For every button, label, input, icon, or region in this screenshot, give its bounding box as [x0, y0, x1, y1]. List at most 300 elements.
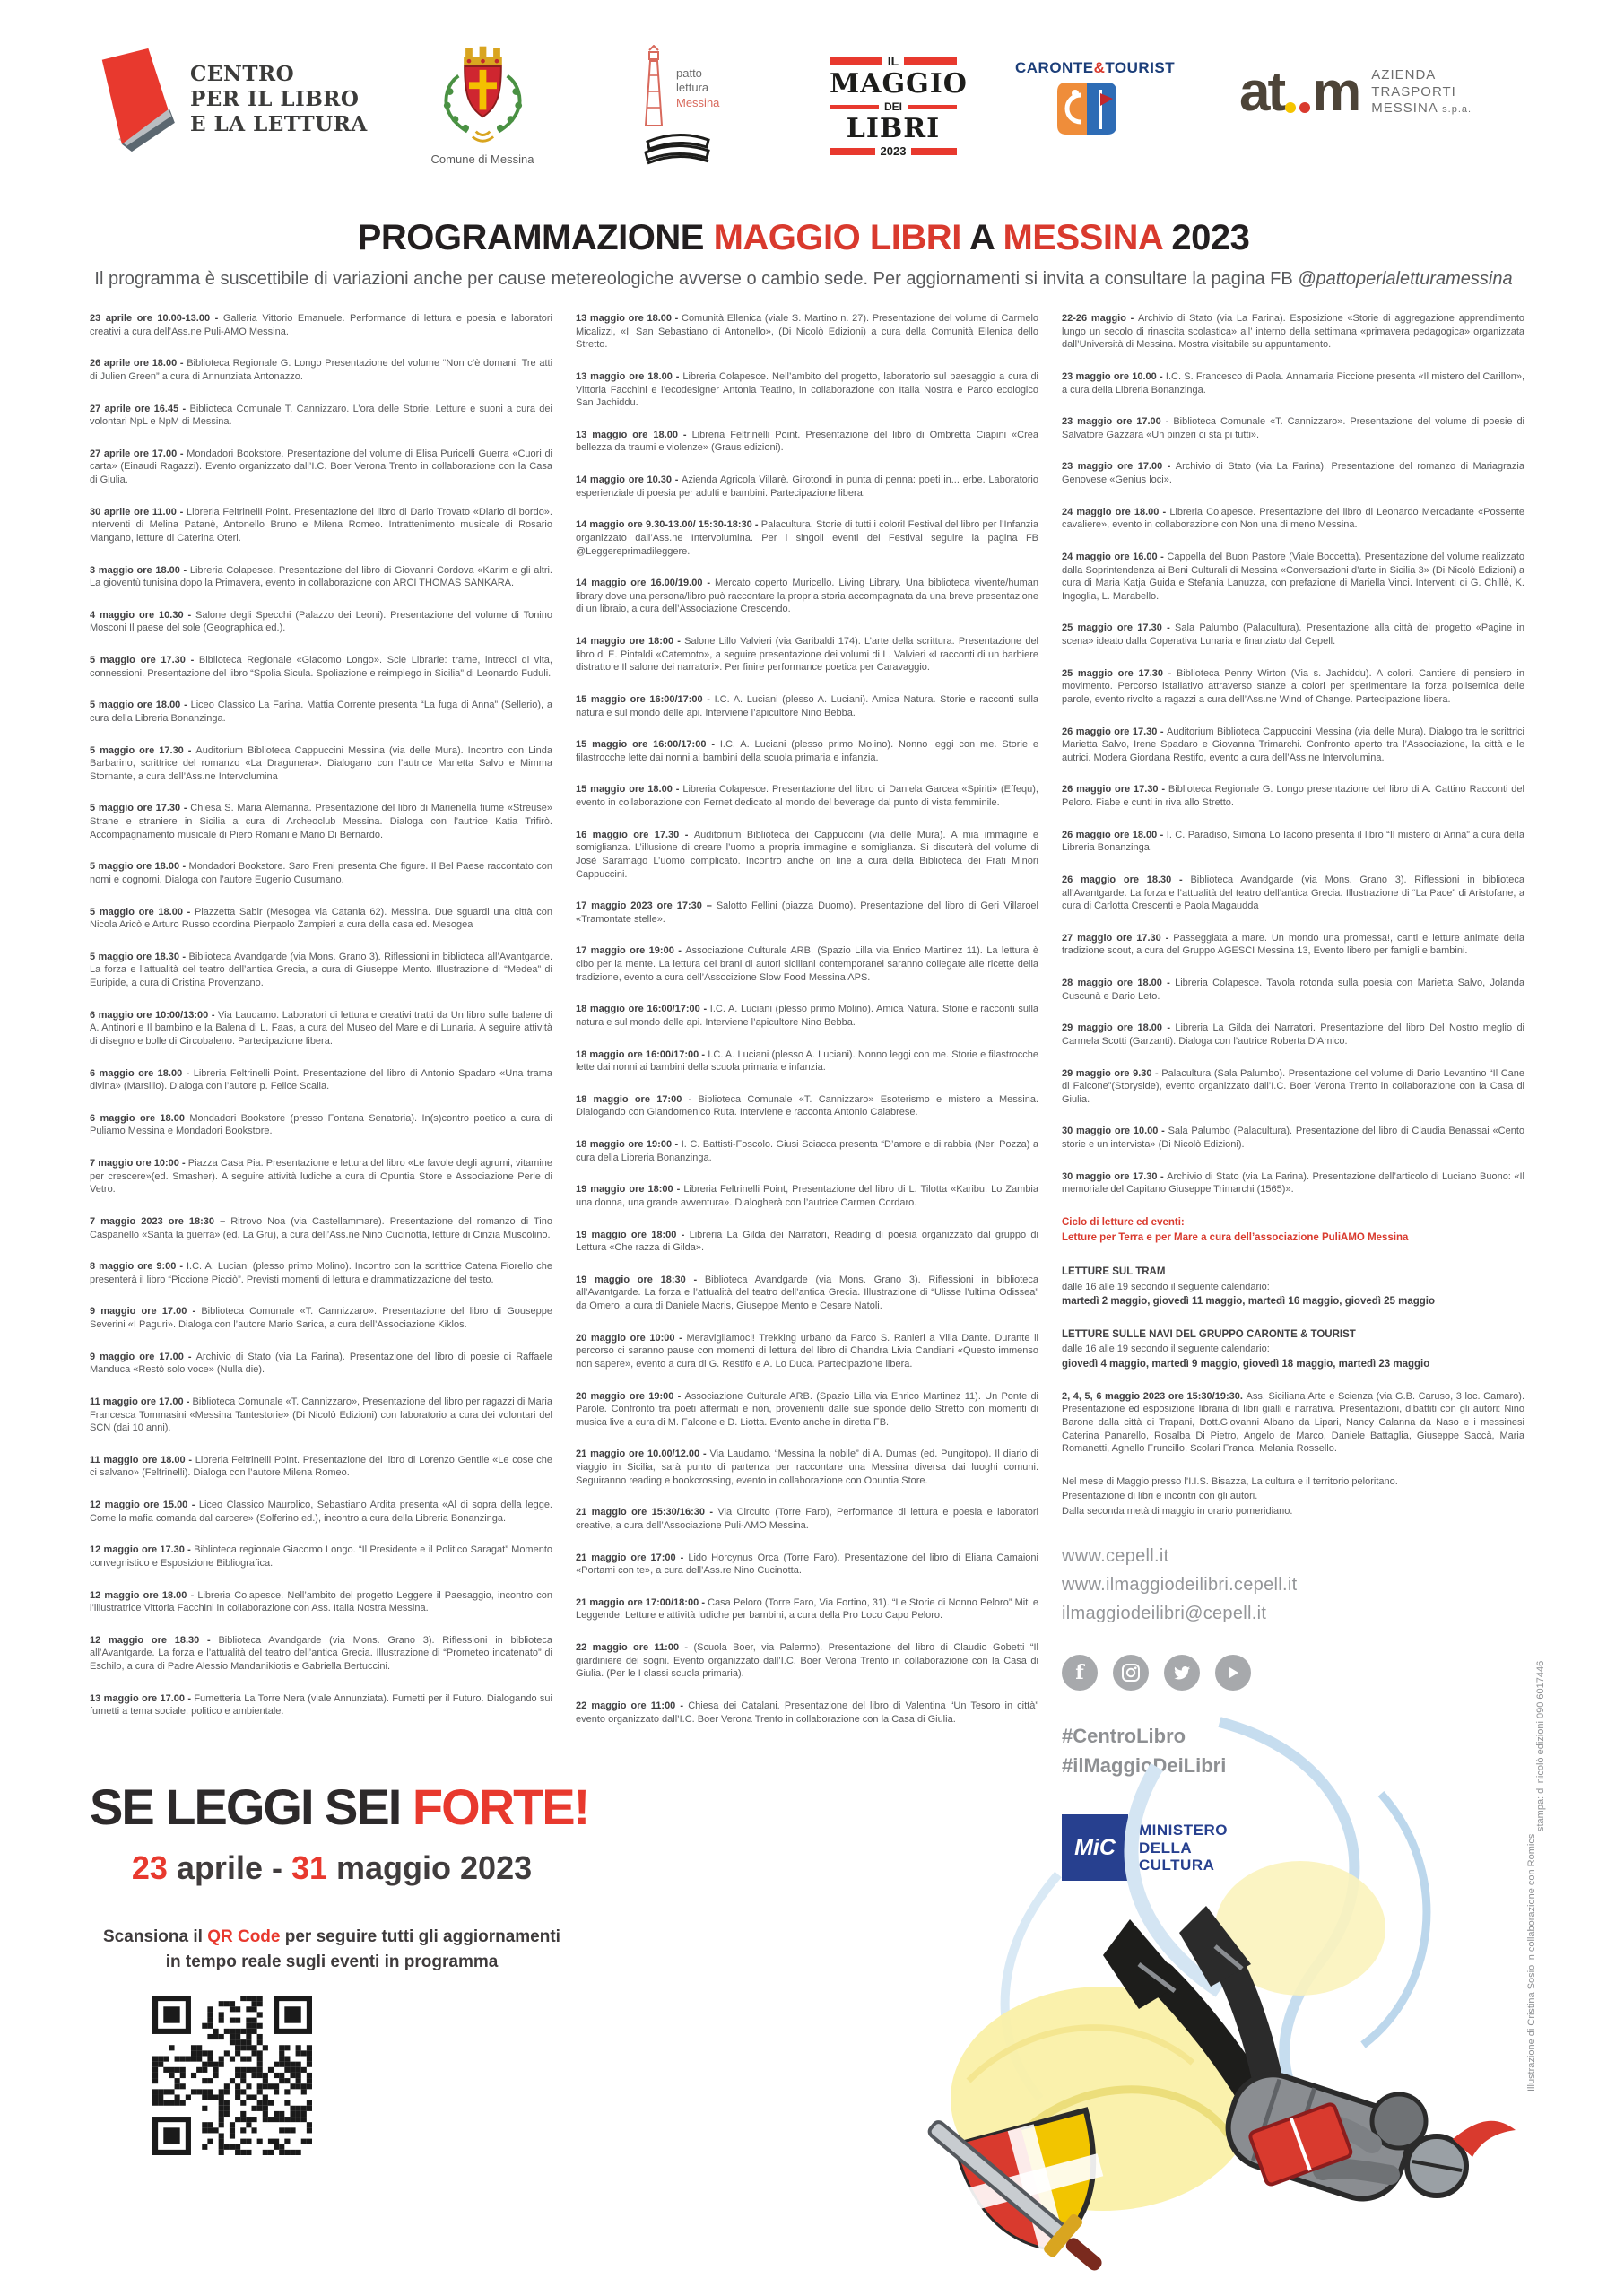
event-item	[576, 829, 1038, 882]
event-description: Libreria Colapesce. Presentazione del libro di Giovanni Cordova «Karim e gli altri. La gioventù tunisina dopo la Primavera, evento in collaborazione con ARCI THOMAS SANKARA.	[90, 564, 552, 589]
event-item	[1062, 726, 1524, 765]
centro-line: E LA LETTURA	[190, 112, 368, 137]
event-datetime: 5 maggio ore 18.30 -	[90, 951, 189, 962]
event-item	[90, 312, 552, 338]
event-datetime: 28 maggio ore 18.00 -	[1062, 978, 1176, 988]
event-description: Ritrovo Noa (via Castellammare). Presentazione del romanzo di Tino Caspanello «Santa la guerra» (ed. La Gru), a cura dell’Ass.ne Nino Cucinotta, letture di Cinzia Muscolino.	[90, 1215, 552, 1240]
event-item	[90, 564, 552, 590]
event-description: Mercato coperto Muricello. Living Library. Una biblioteca vivente/human library dove una persona/libro può raccontare la propria storia accompagnata da una breve presentazione di un libraio, a cura dell’Associazione Crescendo.	[576, 578, 1038, 615]
event-description: Via Circuito (Torre Faro), Performance di lettura e poesia e laboratori creative, a cura dell’Associazione Puli-AMO Messina.	[576, 1507, 1038, 1531]
event-datetime: 29 maggio ore 18.00 -	[1062, 1022, 1176, 1034]
logo-atm	[1239, 61, 1472, 123]
event-item	[576, 1003, 1038, 1029]
event-datetime: 12 maggio ore 15.00 -	[90, 1500, 199, 1510]
event-datetime: 20 maggio ore 10:00 -	[576, 1332, 687, 1344]
event-item	[1062, 415, 1524, 441]
event-item	[1062, 370, 1524, 396]
event-datetime: 5 maggio ore 17.30 -	[90, 803, 191, 814]
mic-caption: MINISTERO DELLA CULTURA	[1139, 1822, 1228, 1874]
lighthouse-icon	[638, 45, 669, 131]
title-part: PROGRAMMAZIONE	[357, 218, 714, 257]
event-item	[1062, 932, 1524, 958]
event-description: I.C. S. Francesco di Paola. Annamaria Piccione presenta «Il mistero del Carillon», a cura della Libreria Bonanzinga.	[1062, 370, 1524, 396]
event-item	[90, 802, 552, 841]
event-description: Archivio di Stato (via La Farina). Presentazione del romanzo di Mariagrazia Genovese «Genius loci».	[1062, 461, 1524, 485]
event-description: Via Laudamo. Laboratori di lettura e creativi tratti da Un libro sulle balene di A. Antinori e Il bambino e la Balena di L. Faas, a cura del Museo del Mare e di Lunaria. A seguire attività di disegno e bolle di Circobaleno. Partecipazione libera.	[90, 1009, 552, 1047]
event-datetime: 23 maggio ore 17.00 -	[1062, 416, 1174, 428]
event-datetime: 17 maggio 2023 ore 17:30 –	[576, 900, 717, 912]
event-description: Libreria Feltrinelli Point. Presentazione del libro di Lorenzo Gentile «Le cose che ci salvano» (Feltrinelli). Dialoga con l’autore Milena Romeo.	[90, 1454, 552, 1479]
event-datetime: 13 maggio ore 17.00 -	[90, 1692, 195, 1704]
event-datetime: 25 maggio ore 17.30 -	[1062, 622, 1176, 634]
event-description: I.C. A. Luciani (plesso primo Molino). Nonno leggi con me. Storie e filastrocche lette dai nonni ai bambini della scuola primaria e infanzia.	[576, 739, 1039, 763]
qr-caption: Scansiona il QR Code per seguire tutti gli aggiornamenti in tempo reale sugli eventi in programma	[103, 1927, 560, 1971]
event-description: Sala Palumbo (Palacultura). Presentazione alla città del progetto «Pagine in scena» ideato dalla Coperativa Lunaria e finanziato dal Cepell.	[1062, 622, 1524, 647]
events-column-1	[90, 312, 552, 1881]
letture-tram-section	[1062, 1265, 1524, 1309]
event-item	[576, 944, 1038, 984]
event-description: Chiesa S. Maria Alemanna. Presentazione del libro di Marienella fiume «Streuse» Strane e straniere in Sicilia a cura di Archeoclub Messina. Dialoga con l’autrice Katia Trifirò. Accompagnamento musicale di Piero Romani e Mario Di Bernardo.	[90, 803, 552, 840]
event-description: Biblioteca Comunale «T. Cannizzaro». Presentazione del libro di Gouseppe Severini «I Paguri». Dialoga con l’autore Mario Sarica, a cura dell’Associazione Kiklos.	[90, 1306, 552, 1330]
title-part: 2023	[1161, 218, 1250, 257]
event-item	[90, 699, 552, 725]
event-datetime: 19 maggio ore 18:00 -	[576, 1184, 684, 1196]
event-item	[90, 1009, 552, 1048]
event-datetime: 5 maggio ore 18.00 -	[90, 861, 189, 873]
event-datetime: 23 maggio ore 10.00 -	[1062, 370, 1166, 382]
event-description: Salone Lillo Valvieri (via Garibaldi 174). L’arte della scrittura. Presentazione del libro di E. Pintaldi «Catemoto», a seguire presentazione dei volumi di L. Valvieri «I racconti di un barbiere distratto e Il salone dei narratori». Per finire performance poetica per Caravaggio.	[576, 636, 1038, 674]
event-description: Piazzetta Sabir (Mesogea via Catania 62). Messina. Due sguardi una città con Nicola Aricò e Arturo Russo coordina Pierpaolo Zampieri a cura della casa ed. Mesogea	[90, 906, 552, 931]
event-description: Azienda Agricola Villarè. Girotondi in punta di penna: poeti in... erbe. Laboratorio esperienziale di poesia per adulti e bambini. Partecipazione libera.	[576, 474, 1038, 499]
event-item	[90, 1112, 552, 1138]
event-item	[90, 1067, 552, 1093]
event-description: I.C. A. Luciani (plesso primo Molino). Amica Natura. Storie e racconti sulla natura e sul mondo delle api. Interviene l’apicultore Nino Bebba.	[576, 1004, 1039, 1028]
event-item	[90, 951, 552, 990]
event-description: Chiesa dei Catalani. Presentazione del libro di Valentina “Un Tesoro in città” evento organizzato dall’I.C. Boer Verona Trento in collaborazione con la Casa di Giulia.	[576, 1700, 1039, 1725]
atm-caption: AZIENDA TRASPORTI MESSINA s.p.a.	[1371, 66, 1472, 117]
event-datetime: 26 maggio ore 17.30 -	[1062, 784, 1168, 796]
event-datetime: 14 maggio ore 16.00/19.00 -	[576, 578, 716, 589]
event-item	[1062, 622, 1524, 648]
centro-line: PER IL LIBRO	[190, 86, 360, 111]
patto-line: patto	[676, 66, 702, 80]
event-description: Cappella del Buon Pastore (Viale Boccetta). Presentazione del volume realizzato dalla Soprintendenza ai Beni Culturali di Messina «Conversazioni d’arte in Sicilia 3» (Di Nicolò Edizioni) a cura di Maria Katja Guida e Stefania Lanuzza, con prefazione di Mariella Vinci. Interventi di G. Chillè, K. Ingoglia, L. Marabello.	[1062, 551, 1524, 602]
maggio-dei: DEI	[884, 100, 903, 113]
event-description: Comunità Ellenica (viale S. Martino n. 27). Presentazione del volume di Carmelo Micalizzi, «Il San Sebastiano di Antonello», (Di Nicolò Edizioni) a cura della Comunità Ellenica dello Stretto.	[576, 313, 1039, 351]
event-description: Fumetteria La Torre Nera (viale Annunziata). Fumetti per il Futuro. Dialogando sui fumetti a tema sociale, politico e ambientale.	[90, 1692, 552, 1718]
maggio-il: IL	[887, 54, 899, 68]
program-columns	[90, 312, 1524, 1881]
event-description: Liceo Classico Maurolico, Sebastiano Ardita presenta «Al di sopra della legge. Come la mafia comanda dal carcere» (Solferino ed.), incontro a cura della Libreria Bonanzinga.	[90, 1500, 552, 1524]
letture-navi-title: LETTURE SULLE NAVI DEL GRUPPO CARONTE & TOURIST	[1062, 1329, 1356, 1341]
event-item	[1062, 551, 1524, 604]
event-description: Liceo Classico La Farina. Mattia Corrente presenta “La fuga di Anna” (Sellerio), a cura della Libreria Bonanzinga.	[90, 700, 552, 724]
letture-tram-line: dalle 16 alle 19 secondo il seguente calendario:	[1062, 1281, 1270, 1292]
event-datetime: 18 maggio ore 16:00/17:00 -	[576, 1004, 710, 1015]
event-description: Biblioteca Avandgarde (via Mons. Grano 3). Riflessioni in biblioteca all’Avantgarde. La forza e l’attualità del teatro dell’antica Grecia. Illustrazione di “La Pace” di Aristofane, a cura di Carlotta Crescenti e Paola Magaudda	[1062, 874, 1524, 912]
event-description: I. C. Battisti-Foscolo. Giusi Sciacca presenta “D’amore e di rabbia (Neri Pozza) a cura della Libreria Bonanzinga.	[576, 1139, 1039, 1163]
event-description: Biblioteca Comunale «T. Cannizzaro», Presentazione del libro per ragazzi di Maria Francesca Tommasini «Messina Tantestorie» (Di Nicolò Edizioni) con laboratorio a cura dei volontari del SCN (dai 10 anni).	[90, 1396, 552, 1434]
event-description: Biblioteca Comunale T. Cannizzaro. L’ora delle Storie. Letture e suoni a cura dei volontari NpL e NpM di Messina.	[90, 403, 552, 428]
event-datetime: 15 maggio ore 18.00 -	[576, 784, 683, 796]
event-datetime: 5 maggio ore 17.30 -	[90, 744, 196, 756]
event-item	[90, 448, 552, 487]
event-datetime: 9 maggio ore 17.00 -	[90, 1351, 196, 1362]
event-description: Biblioteca Avandgarde (via Mons. Grano 3). Riflessioni in biblioteca all’Avantgarde. La forza e l’attualità del teatro dell’antica Grecia. Illustrazione di “Ulisse l’ultima Odissea” da Omero, a cura di Daniele Macris, Giuseppe Mento e Cesare Natoli.	[576, 1274, 1038, 1311]
event-datetime: 16 maggio ore 17.30 -	[576, 829, 694, 840]
print-credit: stampa: di nicolò edizioni 090 6017446	[1535, 1660, 1546, 1831]
red-bar	[830, 148, 875, 155]
event-datetime: 17 maggio ore 19:00 -	[576, 945, 686, 957]
event-datetime: 19 maggio ore 18:30 -	[576, 1274, 705, 1285]
letture-navi-line: dalle 16 alle 19 secondo il seguente calendario:	[1062, 1344, 1270, 1355]
event-item	[576, 429, 1038, 455]
event-item	[1062, 506, 1524, 532]
patto-lettura-wordmark	[676, 66, 719, 110]
event-item	[90, 1396, 552, 1435]
event-item	[90, 1454, 552, 1480]
event-description: Biblioteca Regionale G. Longo Presentazione del volume “Non c’è domani. Tre atti di Julien Green” a cura di Annunziata Antonazzo.	[90, 358, 553, 382]
event-datetime: 14 maggio ore 10.30 -	[576, 474, 682, 485]
event-datetime: 4 maggio ore 10.30 -	[90, 609, 196, 621]
title-part-red: MAGGIO LIBRI	[713, 218, 961, 257]
red-book-icon	[97, 47, 176, 152]
event-item	[1062, 977, 1524, 1003]
bisazza-note	[1062, 1474, 1524, 1519]
event-description: Libreria Colapesce. Presentazione del libro di Leonardo Mercadante «Possente cavaliere», evento in collaborazione con Non una di meno Messina.	[1062, 506, 1525, 531]
event-description: Piazza Casa Pia. Presentazione e lettura del libro «Le favole degli agrumi, vitamine per crescere»(ed. Smasher). A seguire attività ludiche a cura di Opuntia Store e Associazione Perle di Vetro.	[90, 1158, 552, 1196]
event-item	[1062, 1125, 1524, 1151]
event-description: (Scuola Boer, via Palermo). Presentazione del libro di Claudio Gobetti “Il giardiniere dei sogni. Evento organizzato dall’I.C. Boer Verona Trento in collaborazione con la Casa di Giulia. (Per le I classi scuola primaria).	[576, 1642, 1038, 1680]
event-description: Libreria Feltrinelli Point. Presentazione del libro di Dario Trovato «Diario di bordo». Interventi di Melina Patanè, Antonello Bruno e Milena Romeo. Intrattenimento musicale di Rosario Mangano, letture di Caterina Oteri.	[90, 506, 552, 544]
event-datetime: 27 maggio ore 17.30 -	[1062, 932, 1174, 944]
title-part-red: MESSINA	[1003, 218, 1162, 257]
arte-scienza-event	[1062, 1390, 1524, 1456]
libri-wordmark: LIBRI	[846, 112, 941, 144]
event-datetime: 5 maggio ore 18.00 -	[90, 700, 191, 711]
letture-navi-section	[1062, 1327, 1524, 1371]
event-description: Mondadori Bookstore (presso Fontana Senatoria). In(s)contro poetico a cura di Puliamo Messina e Mondadori Bookstore.	[90, 1112, 552, 1137]
event-datetime: 23 aprile ore 10.00-13.00 -	[90, 313, 223, 324]
patto-line: lettura	[676, 81, 709, 95]
event-datetime: 27 aprile ore 16.45 -	[90, 403, 190, 414]
event-datetime: 27 aprile ore 17.00 -	[90, 448, 187, 459]
page-title	[0, 218, 1607, 258]
event-datetime: 26 maggio ore 17.30 -	[1062, 726, 1167, 737]
event-datetime: 7 maggio 2023 ore 18:30 –	[90, 1215, 231, 1227]
event-description: Mondadori Bookstore. Saro Freni presenta Che figure. Il Bel Paese raccontato con nomi e cognomi. Dialoga con l’autore Eugenio Cusumano.	[90, 861, 552, 885]
link-cepell[interactable]: www.cepell.it	[1062, 1546, 1169, 1567]
event-item	[1062, 874, 1524, 913]
event-item	[90, 654, 552, 680]
campaign-headline: SE LEGGI SEI FORTE!	[90, 1779, 589, 1835]
bisazza-line: Nel mese di Maggio presso l’I.I.S. Bisazza, La cultura e il territorio peloritano.	[1062, 1475, 1398, 1487]
event-description: Biblioteca regionale Giacomo Longo. “Il Presidente e il Politico Saragat” Momento convegnistico e Esposizione Bibliografica.	[90, 1544, 553, 1569]
event-description: Biblioteca Comunale «T. Cannizzaro». Presentazione del volume di poesie di Salvatore Gazzara «Un pinzeri ci sta pi tutti».	[1062, 416, 1525, 440]
event-item	[90, 1260, 552, 1286]
event-datetime: 24 maggio ore 18.00 -	[1062, 506, 1170, 517]
event-datetime: 14 maggio ore 18:00 -	[576, 636, 685, 647]
atm-wordmark: at m	[1239, 61, 1359, 123]
event-item	[576, 635, 1038, 674]
qr-code-image	[152, 1996, 312, 2155]
date-range: 23 aprile - 31 maggio 2023	[131, 1849, 533, 1886]
event-description: Mondadori Bookstore. Presentazione del volume di Elisa Puricelli Guerra «Cuori di carta» (Einaudi Ragazzi). Evento organizzato dall’I.C. Boer Verona Trento in collaborazione con la Casa di Giulia.	[90, 448, 553, 485]
event-description: I.C. A. Luciani (plesso primo Molino). Incontro con la scrittrice Catena Fiorello che presenterà il libro “Piccione Picciò”. Previsti momenti di lettura e drammatizzazione del testo.	[90, 1261, 553, 1285]
event-item	[576, 1274, 1038, 1313]
event-item	[1062, 829, 1524, 855]
event-datetime: 6 maggio ore 18.00	[90, 1112, 190, 1124]
event-item	[576, 1506, 1038, 1532]
red-bar	[830, 105, 879, 109]
event-item	[576, 693, 1038, 719]
event-datetime: 19 maggio ore 18:00 -	[576, 1229, 690, 1240]
caronte-tourist-icon	[1057, 83, 1116, 135]
web-links	[1062, 1542, 1524, 1628]
event-datetime: 22 maggio ore 11:00 -	[576, 1700, 689, 1711]
qr-code	[152, 1996, 312, 2155]
illustration-credit: Illustrazione di Cristina Sosio in collaborazione con Romics	[1526, 1833, 1537, 2092]
event-item	[90, 906, 552, 932]
event-description: Libreria Colapesce. Tavola rotonda sulla poesia con Marietta Salvo, Jolanda Cuscunà e Dario Leto.	[1062, 978, 1524, 1002]
event-description: Libreria Feltrinelli Point, Presentazione del libro di L. Tilotta «Karibu. Lo Zambia una donna, una grande avventura». Dialogherà con l’autrice Carmen Cordaro.	[576, 1184, 1038, 1208]
event-item	[576, 577, 1038, 616]
event-item	[90, 1157, 552, 1196]
subtitle: Il programma è suscettibile di variazioni anche per cause metereologiche avverse o cambio sede. Per aggiornamenti si invita a consultare la pagina FB @pattoperlaletturamessina	[94, 269, 1513, 289]
event-datetime: 20 maggio ore 19:00 -	[576, 1390, 685, 1402]
event-datetime: 21 maggio ore 10.00/12.00 -	[576, 1448, 710, 1460]
letture-navi-dates: giovedì 4 maggio, martedì 9 maggio, giovedì 18 maggio, martedì 23 maggio	[1062, 1358, 1430, 1370]
event-description: Libreria Feltrinelli Point. Presentazione del libro di Ombretta Ciapini «Crea bellezza da traumi e violenze» (Graus edizioni).	[576, 429, 1038, 454]
event-description: Associazione Culturale ARB. (Spazio Lilla via Enrico Martinez 11). Un Ponte di Parole. Confronto tra poeti affermati e non, provenienti dalle sue sponde dello Stretto con momenti di musica live a cura di M. Falcone e D. Liotta. Evento anche in diretta FB.	[576, 1390, 1039, 1428]
comune-messina-caption: Comune di Messina	[430, 152, 534, 166]
event-item	[576, 1390, 1038, 1430]
event-datetime: 18 maggio ore 19:00 -	[576, 1139, 682, 1150]
event-description: Salotto Fellini (piazza Duomo). Presentazione del libro di Geri Villaroel «Tramontate stelle».	[576, 900, 1038, 925]
ciclo-letture-note: Ciclo di letture ed eventi: Letture per Terra e per Mare a cura dell’associazione PuliAMO Messina	[1062, 1216, 1409, 1244]
events-column-2	[576, 312, 1038, 1881]
event-description: Libreria Colapesce. Nell’ambito del progetto Leggere il Paesaggio, incontro con l’illustratrice Vittoria Facchini in collaborazione con Ass. Italia Nostra Messina.	[90, 1589, 553, 1614]
event-item	[90, 1589, 552, 1615]
event-datetime: 5 maggio ore 17.30 -	[90, 655, 199, 665]
event-item	[576, 1552, 1038, 1578]
event-item	[90, 744, 552, 784]
event-description: I. C. Paradiso, Simona Lo Iacono presenta il libro “Il mistero di Anna” a cura della Libreria Bonanzinga.	[1062, 829, 1524, 854]
event-description: Auditorium Biblioteca Cappuccini Messina (via delle Mura). Dialogo tra le scrittrici Marietta Salvo, Irene Spadaro e Giovanna Trimarchi. Confronto aperto tra l’Associazione, la città e le autrici. Modera Giordana Restifo, evento a cura dell’Ass.ne Intervolumina.	[1062, 726, 1524, 763]
email-ilmaggiodeilibri[interactable]: ilmaggiodeilibri@cepell.it	[1062, 1604, 1267, 1624]
event-datetime: 30 maggio ore 17.30 -	[1062, 1170, 1168, 1182]
event-item	[90, 609, 552, 635]
event-description: Archivio di Stato (via La Farina). Presentazione dell’articolo di Luciano Buono: «Il memoriale del Capitano Giuseppe Trimarchi (1565)».	[1062, 1170, 1524, 1196]
event-description: Sala Palumbo (Palacultura). Presentazione del libro di Claudia Benassai «Cento storie e un intervista» (Di Nicolò Edizioni).	[1062, 1126, 1524, 1150]
stacked-books-icon	[642, 131, 714, 169]
event-description: I.C. A. Luciani (plesso A. Luciani). Amica Natura. Storie e racconti sulla natura e sul mondo delle api. Interviene l’apicultore Nino Bebba.	[576, 693, 1038, 718]
event-datetime: 26 maggio ore 18.00 -	[1062, 829, 1167, 840]
red-bar	[911, 148, 957, 155]
bisazza-line: Presentazione di libri e incontri con gli autori.	[1062, 1491, 1258, 1502]
event-item	[90, 860, 552, 886]
event-datetime: 29 maggio ore 9.30 -	[1062, 1067, 1162, 1079]
event-item	[90, 1499, 552, 1525]
twitter-icon[interactable]	[1164, 1655, 1200, 1691]
event-description: Palacultura. Storie di tutti i colori! Festival del libro per l’Infanzia organizzato dall’Ass.ne Intervolumina. Per i singoli eventi del Festival seguire la pagina FB @Leggereprimadileggere.	[576, 519, 1038, 557]
event-description: Auditorium Biblioteca Cappuccini Messina (via delle Mura). Incontro con Linda Barbarino, scrittrice del romanzo «La Dragunera». Dialogano con l’autrice Marietta Salvo e Mimma Stornante, a cura dell’Ass.ne Intervolumina	[90, 744, 552, 782]
event-description: Lido Horcynus Orca (Torre Faro). Presentazione del libro di Eliana Camaioni «Portami con te», a cura dell’Ass.re Nino Cucinotta.	[576, 1552, 1038, 1577]
social-icons-row	[1062, 1655, 1524, 1691]
event-datetime: 11 maggio ore 17.00 -	[90, 1396, 193, 1407]
event-datetime: 13 maggio ore 18.00 -	[576, 429, 692, 440]
event-datetime: 15 maggio ore 16:00/17:00 -	[576, 739, 720, 751]
event-item	[90, 403, 552, 429]
event-datetime: 5 maggio ore 18.00 -	[90, 906, 195, 918]
event-description: Libreria Colapesce. Presentazione del libro di Daniela Garcea «Spiriti» (Effequ), evento in collaborazione con Fernet dedicato al mondo del beverage dal punto di vista femminile.	[576, 784, 1038, 808]
event-item	[1062, 667, 1524, 707]
event-item	[1062, 783, 1524, 809]
atm-red-dot	[1299, 102, 1310, 113]
logo-maggio-dei-libri	[830, 52, 968, 160]
event-datetime: 3 maggio ore 18.00 -	[90, 564, 190, 576]
knight-illustration	[834, 1695, 1524, 2296]
event-description: Palacultura (Sala Palumbo). Presentazione del volume di Dario Levantino “Il Cane di Falcone”(Storyside), evento organizzato dall’I.C. Boer Verona Trento in collaborazione con la Casa di Giulia.	[1062, 1067, 1524, 1105]
patto-line: Messina	[676, 95, 720, 109]
event-item	[1062, 460, 1524, 486]
event-item	[90, 1215, 552, 1241]
letture-tram-title: LETTURE SUL TRAM	[1062, 1266, 1166, 1278]
event-datetime: 22 maggio ore 11:00 -	[576, 1642, 694, 1653]
event-datetime: 8 maggio ore 9:00 -	[90, 1261, 187, 1273]
event-datetime: 25 maggio ore 17.30 -	[1062, 667, 1177, 679]
red-bar	[908, 105, 957, 109]
event-item	[90, 1351, 552, 1377]
event-description: Passeggiata a mare. Un mondo una promessa!, canti e letture animate della tradizione scout, a cura del Gruppo AGESCI Messina 13, Evento libero per famigli e bambini.	[1062, 932, 1525, 957]
event-datetime: 30 maggio ore 10.00 -	[1062, 1126, 1168, 1137]
bisazza-line: Dalla seconda metà di maggio in orario pomeridiano.	[1062, 1505, 1293, 1517]
event-item	[1062, 312, 1524, 352]
event-item	[1062, 1067, 1524, 1107]
event-datetime: 21 maggio ore 15:30/16:30 -	[576, 1507, 718, 1518]
logo-caronte-tourist	[1015, 59, 1176, 139]
events-column-3-list	[1062, 312, 1524, 1196]
event-item	[576, 312, 1038, 352]
event-item	[576, 1048, 1038, 1074]
event-description: Biblioteca Regionale «Giacomo Longo». Scie Librarie: trame, intrecci di vita, connessioni. Presentazione del libro “Spolia Sicula. Spoliazione e reimpiego in Sicilia” di Leonardo Fuduli.	[90, 655, 552, 679]
event-description: Associazione Culturale ARB. (Spazio Lilla via Enrico Martinez 11). La lettura è cibo per la mente. La lettura dei brani di autori siciliani contemporanei saranno collegate alle ricette della tradizione, evento a cura dell’Associzione Slow Food Messina APS.	[576, 945, 1038, 983]
event-item	[576, 900, 1038, 926]
event-datetime: 22-26 maggio -	[1062, 313, 1139, 324]
event-description: Ass. Siciliana Arte e Scienza (via G.B. Caruso, 3 loc. Camaro). Presentazione ed esposizione libraria di libri gialli e narrativa. Presentazioni, dibattiti con gli autori: Nino Barone dalla città di Trapani, Dott.Giovanni Albano da Lipari, Nancy Calanna da Naso e i messinesi Caterina Panarello, Rosalba Di Pietro, Angelo de Marco, Daniele Battaglia, Giuseppe Saccà, Maria Romanetti, Agnello Fruncillo, Scolari Franca, Melania Rossello.	[1062, 1390, 1525, 1455]
event-item	[90, 506, 552, 545]
event-item	[576, 738, 1038, 764]
event-item	[90, 1692, 552, 1718]
event-description: Galleria Vittorio Emanuele. Performance di lettura e poesia e laboratori creativi a cura dell’Ass.ne Puli-AMO Messina.	[90, 313, 552, 337]
maggio-wordmark: MAGGIO	[830, 68, 968, 100]
event-datetime: 21 maggio ore 17:00/18:00 -	[576, 1596, 708, 1608]
centro-line: CENTRO	[190, 61, 295, 86]
event-datetime: 7 maggio ore 10:00 -	[90, 1158, 188, 1169]
centro-libro-wordmark	[190, 62, 368, 137]
event-datetime: 30 aprile ore 11.00 -	[90, 506, 187, 517]
event-datetime: 15 maggio ore 16:00/17:00 -	[576, 693, 715, 705]
event-description: Libreria Feltrinelli Point. Presentazione del libro di Antonio Spadaro «Una trama divina» (Marsilio). Dialoga con l’autore p. Felice Scalia.	[90, 1067, 552, 1092]
event-item	[576, 518, 1038, 558]
event-datetime: 26 aprile ore 18.00 -	[90, 358, 187, 370]
event-item	[90, 1305, 552, 1331]
hashtag-centrolibro: #CentroLibro	[1062, 1725, 1186, 1748]
comune-messina-crest-icon	[432, 38, 533, 149]
event-description: Biblioteca Avandgarde (via Mons. Grano 3). Riflessioni in biblioteca all’Avantgarde. La forza e l’attualità del teatro dell’antica Grecia, a cura di Giuseppe Mento. Illustrazione di “Medea” di Euripide, a cura di Cristina Provenzano.	[90, 951, 552, 988]
event-datetime: 13 maggio ore 18.00 -	[576, 370, 683, 382]
event-description: Archivio di Stato (via La Farina). Esposizione «Storie di aggregazione apprendimento lungo un secolo di rinascita scolastica» all’ interno della settimana «primavera pedagogica» organizzata dall’Università di Messina. Mostra visitabile su appuntamento.	[1062, 313, 1525, 351]
instagram-icon[interactable]	[1113, 1655, 1149, 1691]
event-item	[576, 1229, 1038, 1255]
event-description: Biblioteca Avandgarde (via Mons. Grano 3). Riflessioni in biblioteca all’Avantgarde. La forza e l’attualità del teatro dell’antica Grecia. Illustrazione di “Prometeo incatenato” di Eschilo, a cura di Padre Alessio Mandanikiotis e Gabriella Bertuccini.	[90, 1634, 552, 1672]
events-column-3	[1062, 312, 1524, 1881]
event-description: Libreria La Gilda dei Narratori. Presentazione del libro Del Nostro meglio di Carmela Scotti (Garzanti). Dialoga con l’autrice Roberta D’Amico.	[1062, 1022, 1525, 1047]
event-item	[90, 357, 552, 383]
event-description: Libreria La Gilda dei Narratori, Reading di poesia organizzato dal gruppo di Lettura «Che razza di Gilda».	[576, 1229, 1038, 1254]
event-datetime: 21 maggio ore 17:00 -	[576, 1552, 689, 1563]
event-item	[90, 1634, 552, 1674]
red-bar	[830, 57, 882, 65]
event-description: Auditorium Biblioteca dei Cappuccini (via delle Mura). A mia immagine e somiglianza. L’illusione di creare l’uomo a propria immagine e somiglianza. Si discuterà del volume di Josè Saramago L’uomo complicato. Incontro anche on line a cura della Biblioteca dei Frati Minori Cappuccini.	[576, 829, 1038, 880]
event-item	[576, 370, 1038, 410]
hashtag-ilmaggiodeilibri: #ilMaggioDeiLibri	[1062, 1754, 1227, 1778]
event-datetime: 6 maggio ore 10:00/13:00 -	[90, 1009, 219, 1021]
event-datetime: 2, 4, 5, 6 maggio 2023 ore 15:30/19:30.	[1062, 1390, 1247, 1402]
event-datetime: 14 maggio ore 9.30-13.00/ 15:30-18:30 -	[576, 519, 761, 531]
event-item	[576, 1183, 1038, 1209]
event-datetime: 11 maggio ore 18.00 -	[90, 1454, 195, 1465]
event-datetime: 6 maggio ore 18.00 -	[90, 1067, 194, 1079]
event-item	[576, 1596, 1038, 1622]
atm-yellow-dot	[1285, 102, 1296, 113]
event-item	[576, 1138, 1038, 1164]
event-item	[576, 474, 1038, 500]
link-ilmaggiodeilibri[interactable]: www.ilmaggiodeilibri.cepell.it	[1062, 1575, 1298, 1596]
event-item	[1062, 1170, 1524, 1196]
event-item	[576, 1332, 1038, 1371]
event-datetime: 26 maggio ore 18.30 -	[1062, 874, 1191, 885]
event-item	[576, 1448, 1038, 1487]
event-datetime: 24 maggio ore 16.00 -	[1062, 551, 1168, 562]
youtube-play-icon[interactable]	[1215, 1655, 1251, 1691]
facebook-icon[interactable]: f	[1062, 1655, 1098, 1691]
event-datetime: 13 maggio ore 18.00 -	[576, 313, 682, 324]
event-description: Via Laudamo. “Messina la nobile” di A. Dumas (ed. Pungitopo). Il diario di viaggio in Sicilia, sarà punto di partenza per raccontare una Messina diversa dai luoghi comuni. Seguiranno reading e bookcrossing, evento in collaborazione con Opuntia Store.	[576, 1448, 1038, 1486]
event-description: Archivio di Stato (via La Farina). Presentazione del libro di poesie di Raffaele Manduca «Restò solo voce» (Nulla die).	[90, 1351, 552, 1376]
event-item	[576, 1641, 1038, 1681]
event-item	[90, 1544, 552, 1570]
event-description: Biblioteca Penny Wirton (Via s. Jachiddu). A colori. Cantiere di pensiero in movimento. Percorso istallativo attraverso stanze a colori per sperimentare la forza polisemica delle parole, evento rivolto a ragazzi a cura dell’Ass.ne Wind of Change. Partecipazione libera.	[1062, 667, 1524, 705]
logo-centro-libro	[97, 47, 368, 152]
caronte-tourist-wordmark: CARONTE&TOURIST	[1015, 59, 1176, 76]
mic-icon: MiC	[1062, 1814, 1128, 1881]
event-description: Salone degli Specchi (Palazzo dei Leoni). Presentazione del volume di Tonino Mosconi Il paese del sole (Geographica ed.).	[90, 609, 552, 634]
event-item	[576, 783, 1038, 809]
event-item	[1062, 1022, 1524, 1048]
logo-patto-lettura	[638, 45, 755, 173]
red-bar	[904, 57, 957, 65]
logo-comune-messina	[420, 38, 545, 166]
event-datetime: 12 maggio ore 18.00 -	[90, 1589, 198, 1601]
letture-tram-dates: martedì 2 maggio, giovedì 11 maggio, martedì 16 maggio, giovedì 25 maggio	[1062, 1296, 1436, 1308]
event-datetime: 9 maggio ore 17.00 -	[90, 1306, 202, 1318]
maggio-year: 2023	[880, 144, 907, 158]
event-description: Casa Peloro (Torre Faro, Via Fortino, 31). “Le Storie di Nonno Peloro” Miti e Leggende. Letture e attività ludiche per bambini, a cura della Pro Loco Capo Peloro.	[576, 1596, 1038, 1622]
event-datetime: 18 maggio ore 16:00/17:00 -	[576, 1048, 708, 1060]
event-description: I.C. A. Luciani (plesso A. Luciani). Nonno leggi con me. Storie e filastrocche lette dai nonni ai bambini della scuola primaria e infanzia.	[576, 1048, 1039, 1074]
event-description: Libreria Colapesce. Nell’ambito del progetto, laboratorio sul paesaggio a cura di Vittoria Facchini e l’ecodesigner Antonia Teatino, in collaborazione con Italia Nostra e Parco ecologico San Jachiddu.	[576, 370, 1039, 409]
